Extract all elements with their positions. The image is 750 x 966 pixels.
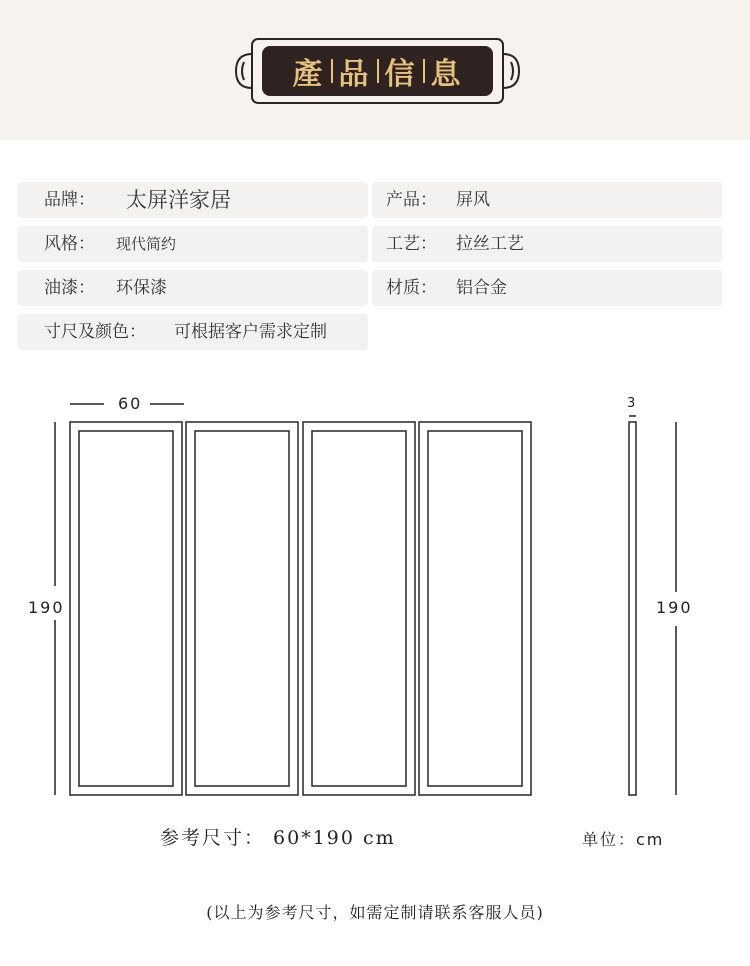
depth-dimension-label: 3 <box>627 396 638 411</box>
title-separator <box>423 59 425 83</box>
screen-panels-drawing <box>0 380 750 820</box>
spec-craft-value: 拉丝工艺 <box>456 234 524 254</box>
spec-style-value: 现代简约 <box>116 235 177 253</box>
screen-side-view <box>629 416 636 795</box>
height-dimension-label-left: 190 <box>28 598 65 617</box>
page-title <box>230 48 525 94</box>
title-char-2: 品 <box>338 57 371 92</box>
spec-material-value: 铝合金 <box>456 278 507 298</box>
spec-product-label: 产品： <box>386 190 437 210</box>
spec-style <box>18 226 368 262</box>
spec-product-value: 屏风 <box>456 190 490 210</box>
footnote: (以上为参考尺寸，如需定制请联系客服人员) <box>206 903 544 922</box>
spec-material-label: 材质： <box>386 278 437 298</box>
spec-brand <box>18 182 368 218</box>
spec-paint <box>18 270 368 306</box>
title-separator <box>377 59 379 83</box>
screen-panel-4 <box>419 422 531 795</box>
width-dimension-label: 60 <box>118 394 143 413</box>
dimension-diagram <box>0 380 750 820</box>
screen-panel-1 <box>70 422 182 795</box>
title-char-3: 信 <box>384 57 417 92</box>
title-badge <box>230 36 525 106</box>
spec-size-color <box>18 314 368 350</box>
spec-craft <box>372 226 722 262</box>
spec-style-label: 风格： <box>44 234 95 254</box>
spec-brand-label: 品牌： <box>44 190 95 210</box>
unit-label: 单位：cm <box>582 830 665 849</box>
title-separator <box>331 59 333 83</box>
spec-craft-label: 工艺： <box>386 234 437 254</box>
spec-paint-value: 环保漆 <box>116 278 167 298</box>
reference-size: 参考尺寸： 60*190 cm <box>160 827 396 849</box>
title-char-1: 產 <box>292 57 325 92</box>
spec-paint-label: 油漆： <box>44 278 95 298</box>
title-char-4: 息 <box>430 57 463 92</box>
height-dimension-label-right: 190 <box>656 598 693 617</box>
spec-brand-value: 太屏洋家居 <box>126 188 231 212</box>
spec-size-color-label: 寸尺及颜色： <box>44 322 146 342</box>
spec-material <box>372 270 722 306</box>
screen-panel-3 <box>303 422 415 795</box>
spec-size-color-value: 可根据客户需求定制 <box>174 322 327 342</box>
spec-product <box>372 182 722 218</box>
screen-panel-2 <box>186 422 298 795</box>
